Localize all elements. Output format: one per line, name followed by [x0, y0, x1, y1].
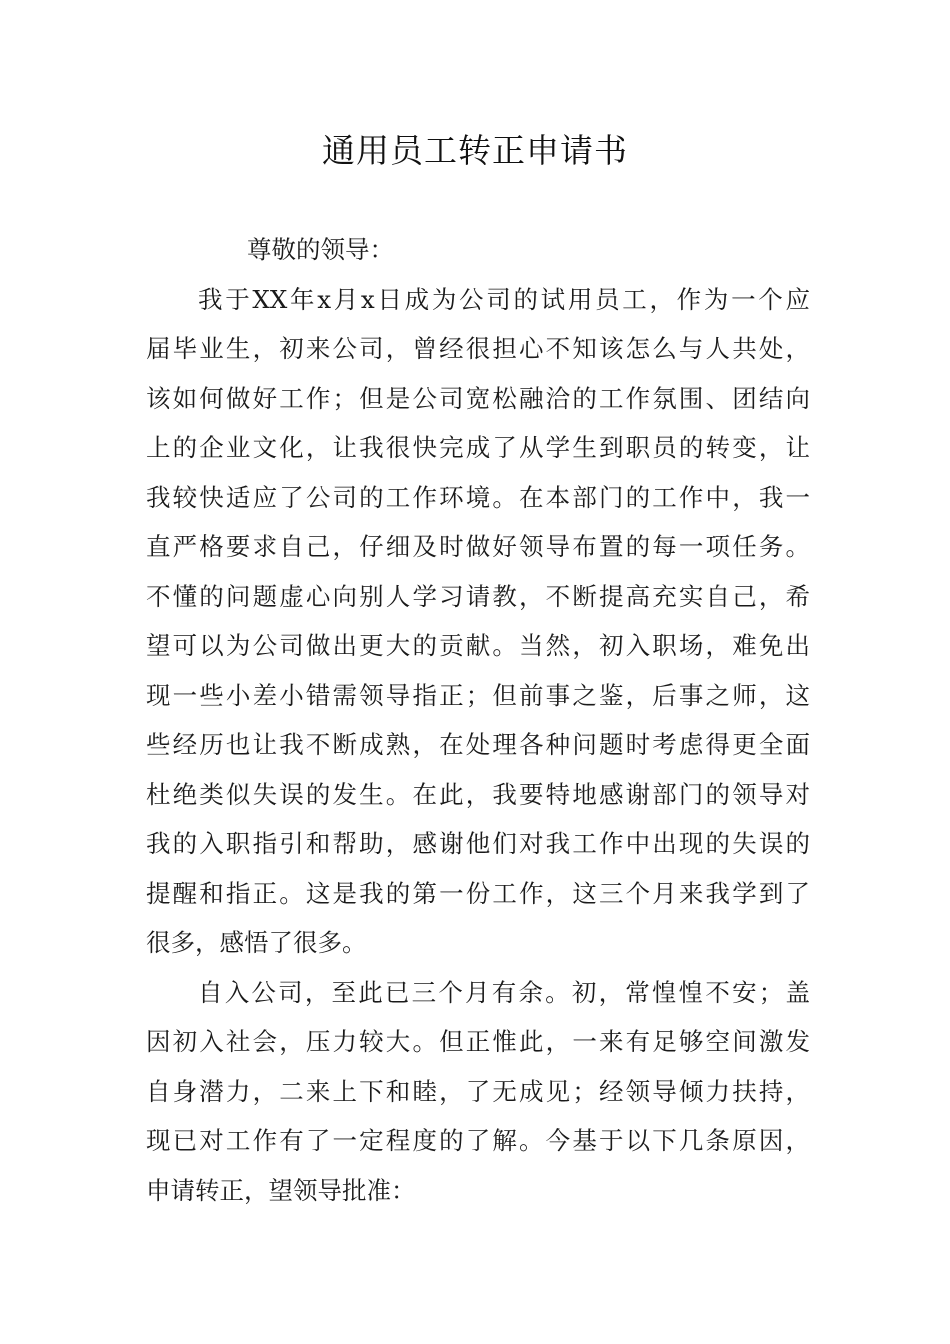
paragraph-line: 自入公司，至此已三个月有余。初，常惶惶不安；盖 — [198, 977, 810, 1007]
paragraph-line: 些经历也让我不断成熟，在处理各种问题时考虑得更全面 — [146, 730, 810, 759]
paragraph-line: 很多，感悟了很多。 — [146, 928, 367, 957]
paragraph-line: 上的企业文化，让我很快完成了从学生到职员的转变，让 — [146, 433, 810, 462]
paragraph-line: 该如何做好工作；但是公司宽松融洽的工作氛围、团结向 — [146, 383, 810, 413]
document-title: 通用员工转正申请书 — [322, 131, 628, 170]
paragraph-line: 现一些小差小错需领导指正；但前事之鉴，后事之师，这 — [146, 680, 810, 710]
paragraph-line: 届毕业生，初来公司，曾经很担心不知该怎么与人共处， — [146, 334, 810, 363]
paragraph-line: 申请转正，望领导批准： — [146, 1175, 416, 1205]
paragraph-line: 现已对工作有了一定程度的了解。今基于以下几条原因， — [146, 1126, 810, 1155]
paragraph-line: 自身潜力，二来上下和睦，了无成见；经领导倾力扶持， — [146, 1076, 810, 1106]
paragraph-line: 望可以为公司做出更大的贡献。当然，初入职场，难免出 — [146, 631, 810, 660]
paragraph-line: 不懂的问题虚心向别人学习请教，不断提高充实自己，希 — [146, 581, 810, 611]
paragraph-line: 我的入职指引和帮助，感谢他们对我工作中出现的失误的 — [146, 829, 810, 858]
paragraph-2 — [146, 968, 810, 1216]
paragraph-line: 提醒和指正。这是我的第一份工作，这三个月来我学到了 — [146, 878, 810, 908]
paragraph-line: 我于XX年x月x日成为公司的试用员工，作为一个应 — [198, 284, 810, 314]
paragraph-line: 直严格要求自己，仔细及时做好领导布置的每一项任务。 — [146, 532, 810, 561]
paragraph-line: 我较快适应了公司的工作环境。在本部门的工作中，我一 — [146, 482, 810, 512]
paragraph-line: 因初入社会，压力较大。但正惟此，一来有足够空间激发 — [146, 1027, 810, 1056]
document-body — [146, 225, 810, 1215]
paragraph-1 — [146, 275, 810, 968]
paragraph-line: 杜绝类似失误的发生。在此，我要特地感谢部门的领导对 — [146, 779, 810, 809]
salutation: 尊敬的领导： — [247, 235, 394, 264]
